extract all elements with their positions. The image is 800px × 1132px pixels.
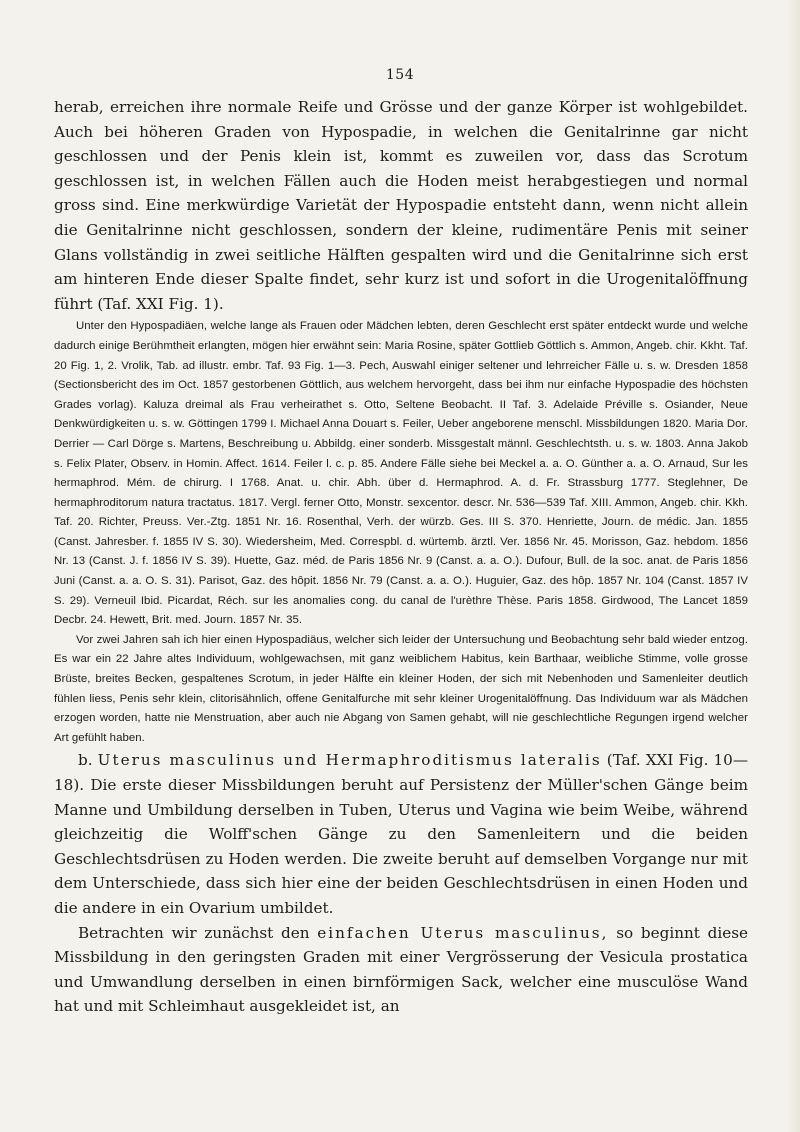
paragraph-case-observation: Vor zwei Jahren sah ich hier einen Hypospadiäus, welcher sich leider der Untersuchung und Beobachtung sehr bald wieder entzog. Es war ein 22 Jahre altes Individuum, wohlgewachsen, mit ganz weiblichem Habitus, kein Barthaar, weibliche Stimme, volle grosse Brüste, breites Becken, gespaltenes Scrotum, in jeder Hälfte ein kleiner Hoden, der sich mit Nebenhoden und Samenleiter deutlich fühlen liess, Penis sehr klein, clitorisähnlich, offene Genitalfurche mit sehr kleiner Urogenitalöffnung. Das Individuum war als Mädchen erzogen worden, hatte nie Menstruation, aber auch nie Abgang von Samen gehabt, will nie geschlechtliche Regungen irgend welcher Art gefühlt haben. (54, 633, 748, 744)
paragraph-uterus-masculinus-section (54, 748, 748, 920)
section-text: (Taf. XXI Fig. 10—18). Die erste dieser Missbildungen beruht auf Persistenz der Müller'schen Gänge beim Manne und Umbildung derselben in Tuben, Uterus und Vagina wie beim Weibe, während gleichzeitig die Wolff'schen Gänge zu den Samenleitern und die beiden Geschlechtsdrüsen zu Hoden werden. Die zweite beruht auf demselben Vorgange nur mit dem Unterschiede, dass sich hier eine der beiden Geschlechtsdrüsen in einen Hoden und die andere in ein Ovarium umbildet. (54, 751, 749, 917)
section-lead: b. (78, 751, 93, 770)
paragraph-literature-references: Unter den Hypospadiäen, welche lange als Frauen oder Mädchen lebten, deren Geschlecht erst später entdeckt wurde und welche dadurch einige Berühmtheit erlangten, mögen hier erwähnt sein: Maria Rosine, später Gottlieb Göttlich s. Ammon, Angeb. chir. Kkht. Taf. 20 Fig. 1, 2. Vrolik, Tab. ad illustr. embr. Taf. 93 Fig. 1—3. Pech, Auswahl einiger seltener und lehrreicher Fälle u. s. w. Dresden 1858 (Sectionsbericht des im Oct. 1857 gestorbenen Göttlich, aus welchem hervorgeht, dass bei ihm nur einfache Hypospadie des höchsten Grades vorlag). Kaluza dreimal als Frau verheirathet s. Otto, Seltene Beobacht. II Taf. 3. Adelaide Préville s. Osiander, Neue Denkwürdigkeiten u. s. w. Göttingen 1799 I. Michael Anna Douart s. Feiler, Ueber angeborene menschl. Missbildungen 1820. Maria Dor. Derrier — Carl Dörge s. Martens, Beschreibung u. Abbildg. einer sonderb. Missgestalt männl. Geschlechtsth. u. s. w. 1803. Anna Jakob s. Felix Plater, Observ. in Homin. Affect. 1614. Feiler l. c. p. 85. Andere Fälle siehe bei Meckel a. a. O. Günther a. a. O. Arnaud, Sur les hermaphrod. Mém. de chirurg. I 1768. Anat. u. chir. Abh. über d. Hermaphrod. A. d. Fr. Strassburg 1777. Steglehner, De hermaphroditorum natura tractatus. 1817. Vergl. ferner Otto, Monstr. sexcentor. descr. Nr. 536—539 Taf. XIII. Ammon, Angeb. chir. Kkh. Taf. 20. Richter, Preuss. Ver.-Ztg. 1851 Nr. 16. Rosenthal, Verh. der würzb. Ges. III S. 370. Henriette, Journ. de médic. Jan. 1855 (Canst. Jahresber. f. 1855 IV S. 30). Wiedersheim, Med. Correspbl. d. würtemb. ärztl. Ver. 1856 Nr. 45. Morisson, Gaz. hebdom. 1856 Nr. 13 (Canst. J. f. 1856 IV S. 39). Huette, Gaz. méd. de Paris 1856 Nr. 9 (Canst. a. a. O.). Dufour, Bull. de la soc. anat. de Paris 1856 Juni (Canst. a. a. O. S. 31). Parisot, Gaz. des hôpit. 1856 Nr. 79 (Canst. a. a. O.). Huguier, Gaz. des hôp. 1857 Nr. 104 (Canst. 1857 IV S. 29). Verneuil Ibid. Picardat, Réch. sur les anomalies cong. du canal de l'urèthre Thèse. Paris 1858. Girdwood, The Lancet 1859 Decbr. 24. Hewett, Brit. med. Journ. 1857 Nr. 35. (54, 320, 748, 627)
body-text (54, 95, 748, 1019)
page-number: 154 (385, 67, 415, 83)
page-edge-shadow (786, 0, 800, 1132)
paragraph-hypospadie-continuation: herab, erreichen ihre normale Reife und Grösse und der ganze Körper ist wohlgebildet. Auch bei höheren Graden von Hypospadie, in welchen die Genitalrinne gar nicht geschlossen und der Penis klein ist, kommt es zuweilen vor, dass das Scrotum geschlossen ist, in welchen Fällen auch die Hoden meist herabgestiegen und normal gross sind. Eine merkwürdige Varietät der Hypospadie entsteht dann, wenn nicht allein die Genitalrinne nicht geschlossen, sondern der kleine, rudimentäre Penis mit seiner Glans vollständig in zwei seitliche Hälften gespalten wird und die Genitalrinne sich erst am hinteren Ende dieser Spalte findet, sehr kurz ist und sofort in die Urogenitalöffnung führt (Taf. XXI Fig. 1). (54, 98, 748, 313)
emphasized-term: einfachen Uterus masculinus, (317, 923, 609, 942)
paragraph-text: so beginnt diese Missbildung in den geringsten Graden mit einer Vergrösserung der Vesicula prostatica und Umwandlung derselben in einen birnförmigen Sack, welcher eine musculöse Wand hat und mit Schleimhaut ausgekleidet ist, an (54, 923, 749, 1016)
paragraph-lead: Betrachten wir zunächst den (78, 923, 310, 942)
section-heading: Uterus masculinus und Hermaphroditismus lateralis (97, 751, 602, 770)
paragraph-simple-uterus-masculinus (54, 921, 748, 1019)
